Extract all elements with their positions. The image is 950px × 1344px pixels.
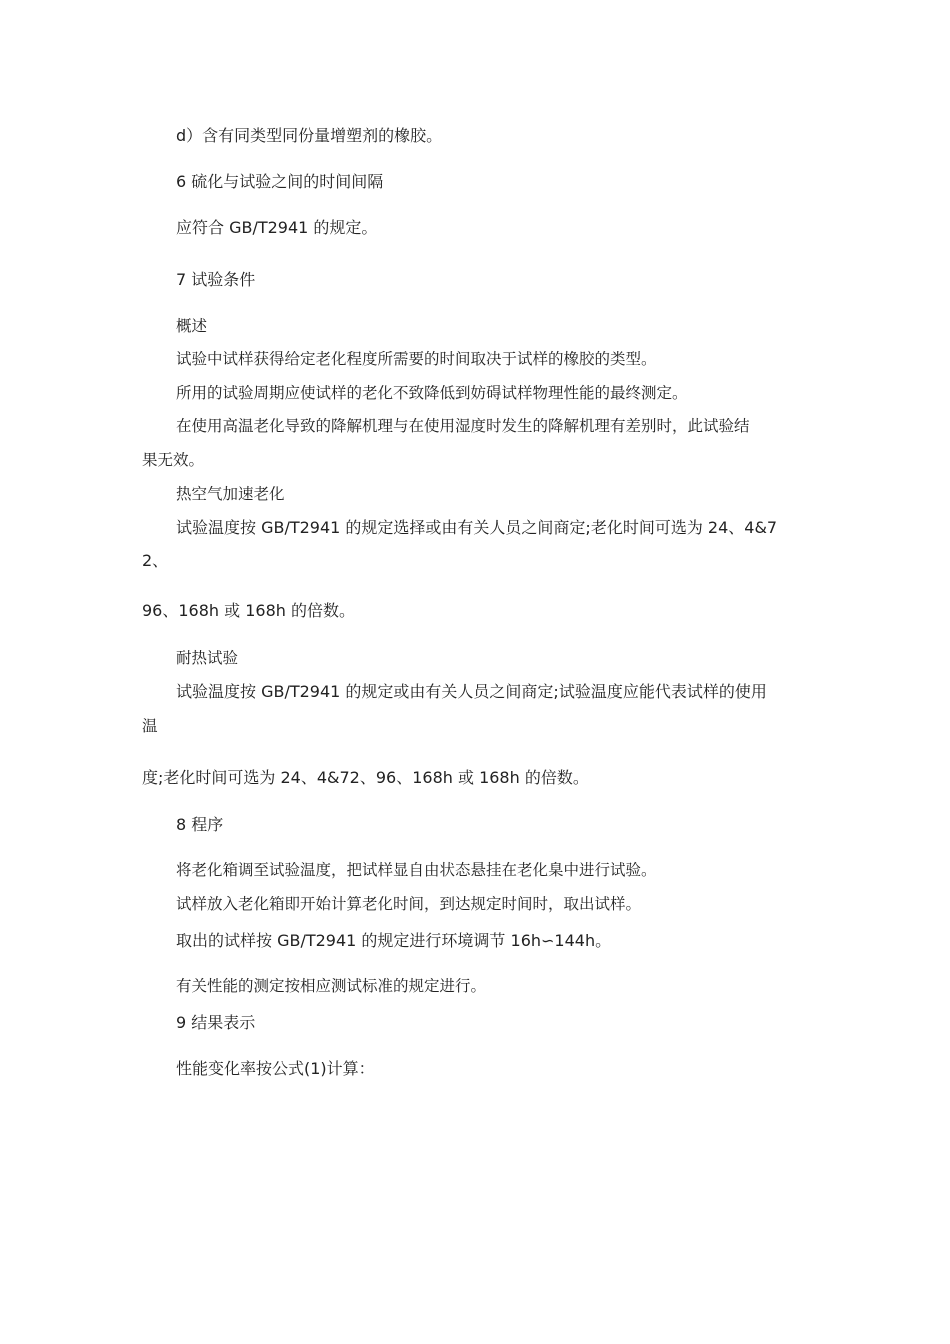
paragraph: 所用的试验周期应使试样的老化不致降低到妨碍试样物理性能的最终测定。 [176, 384, 688, 402]
paragraph: 试验中试样获得给定老化程度所需要的时间取决于试样的橡胶的类型。 [176, 350, 657, 368]
subsection-heading: 热空气加速老化 [176, 485, 285, 503]
paragraph: 性能变化率按公式(1)计算： [176, 1059, 375, 1078]
section-heading-8: 8 程序 [176, 815, 224, 834]
section-heading-6: 6 硫化与试验之间的时间间隔 [176, 172, 384, 191]
paragraph-continuation: 果无效。 [142, 451, 205, 469]
paragraph: 应符合 GB/T2941 的规定。 [176, 218, 378, 237]
paragraph-continuation: 温 [142, 717, 158, 735]
subsection-heading: 概述 [176, 317, 208, 335]
paragraph: 度;老化时间可选为 24、4&72、96、168h 或 168h 的倍数。 [142, 768, 589, 787]
paragraph: 96、168h 或 168h 的倍数。 [142, 601, 355, 620]
section-heading-9: 9 结果表示 [176, 1013, 256, 1032]
paragraph: 试样放入老化箱即开始计算老化时间，到达规定时间时，取出试样。 [176, 895, 642, 913]
paragraph: 将老化箱调至试验温度，把试样显自由状态悬挂在老化臬中进行试验。 [176, 861, 657, 879]
subsection-heading: 耐热试验 [176, 649, 239, 667]
paragraph-continuation: 2、 [142, 551, 169, 570]
paragraph: 取出的试样按 GB/T2941 的规定进行环境调节 16h∽144h。 [176, 931, 612, 950]
section-heading-7: 7 试验条件 [176, 270, 256, 289]
paragraph: 有关性能的测定按相应测试标准的规定进行。 [176, 977, 487, 995]
paragraph-item-d: d）含有同类型同份量增塑剂的橡胶。 [176, 126, 443, 145]
paragraph: 在使用高温老化导致的降解机理与在使用湿度时发生的降解机理有差别时，此试验结 [176, 417, 750, 435]
paragraph: 试验温度按 GB/T2941 的规定选择或由有关人员之间商定;老化时间可选为 24、4&7 [176, 518, 778, 537]
paragraph: 试验温度按 GB/T2941 的规定或由有关人员之间商定;试验温度应能代表试样的使用 [176, 682, 767, 701]
